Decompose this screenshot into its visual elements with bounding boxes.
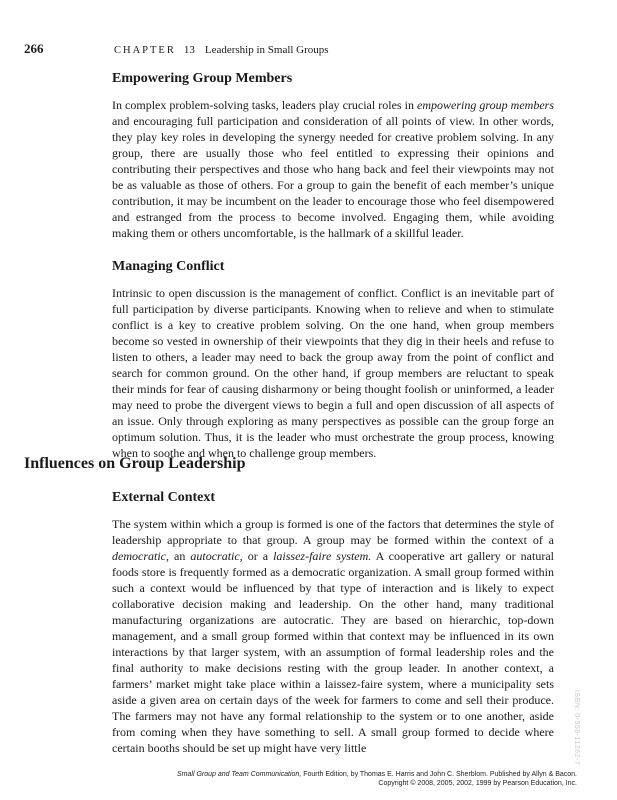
text-run: or a (242, 549, 274, 563)
main-column-bottom (112, 489, 554, 773)
text-run: and encouraging full participation and consideration of all points of view. In other words, they play key roles in developing the synergy needed for creative problem solving. In any group, there are usually those who feel entitled to expressing their opinions and contributing their perspectives and those who hang back and feel their viewpoints may not be as valuable as those of others. For a group to gain the benefit of each member’s unique contribution, it may be incumbent on the leader to encourage those who feel disempowered and estranged from the process to become involved. Engaging them, while avoiding making them or others uncomfortable, is the hallmark of a skillful leader. (112, 114, 554, 240)
heading-external-context: External Context (112, 490, 216, 505)
text-run: A cooperative art gallery or natural foods store is frequently formed as a democratic organization. A small group formed within such a context would be influenced by that type of interaction and is likely to expect collaborative decision making and leadership. On the other hand, many traditional manufacturing organizations are autocratic. They are based on hierarchic, top-down management, and a small group formed within that context may be influenced in its own interactions by that larger system, with an assumption of formal leadership roles and the final authority to make decisions resting with the group leader. In another context, a farmers’ market might take place within a laissez-faire system, where a municipality sets aside a given area on certain days of the week for farmers to come and sell their produce. The farmers may not have any formal relationship to the system or to one another, aside from coming when they have something to sell. A small group formed to decide where certain booths should be set up might have very little (112, 549, 554, 755)
heading-influences: Influences on Group Leadership (24, 455, 246, 472)
main-column-top (112, 70, 554, 478)
copyright-footer (177, 770, 577, 788)
footer-line-2: Copyright © 2008, 2005, 2002, 1999 by Pearson Education, Inc. (378, 780, 577, 787)
chapter-number: 13 (183, 44, 195, 56)
heading-conflict: Managing Conflict (112, 259, 225, 274)
isbn-side-note: ISBN: 0-558-11262-7 (573, 690, 580, 766)
paragraph-conflict: Intrinsic to open discussion is the management of conflict. Conflict is an inevitable part of full participation by diverse participants. Knowing when to relieve and when to stimulate conflict is a key to creative problem solving. On the one hand, when group members become so vested in ownership of their viewpoints that they dig in their heels and refuse to listen to others, a leader may need to back the group away from the point of conflict and search for common ground. On the other hand, if group members are reluctant to speak their minds for fear of causing disharmony or being thought foolish or uninformed, a leader may need to probe the divergent views to begin a full and open discussion of all aspects of an issue. Only through exploring as many perspectives as possible can the group forge an optimum solution. Thus, it is the leader who must orchestrate the group process, knowing when to soothe and when to challenge group members. (112, 286, 554, 460)
text-run: In complex problem-solving tasks, leaders play crucial roles in (112, 98, 418, 112)
heading-empowering: Empowering Group Members (112, 71, 293, 86)
text-run: an (168, 549, 191, 563)
footer-book-title: Small Group and Team Communication, (177, 771, 302, 778)
running-head (24, 41, 584, 57)
footer-line-1-rest: Fourth Edition, by Thomas E. Harris and John C. Sherblom. Published by Allyn & Bacon. (301, 771, 577, 778)
paragraph-external-context (112, 516, 554, 756)
text-run: The system within which a group is formed is one of the factors that determines the style of leadership appropriate to that group. A group may be formed within the context of a (112, 517, 554, 547)
emphasis-text: democratic, (112, 549, 169, 563)
emphasis-text: laissez-faire system. (273, 549, 372, 563)
emphasis-text: autocratic, (190, 549, 243, 563)
footer-line-1 (177, 770, 577, 779)
chapter-title: Leadership in Small Groups (204, 44, 329, 56)
paragraph-empowering (112, 97, 554, 241)
emphasis-text: empowering group members (417, 98, 555, 112)
chapter-label: CHAPTER (114, 45, 176, 56)
page-number: 266 (24, 41, 44, 56)
